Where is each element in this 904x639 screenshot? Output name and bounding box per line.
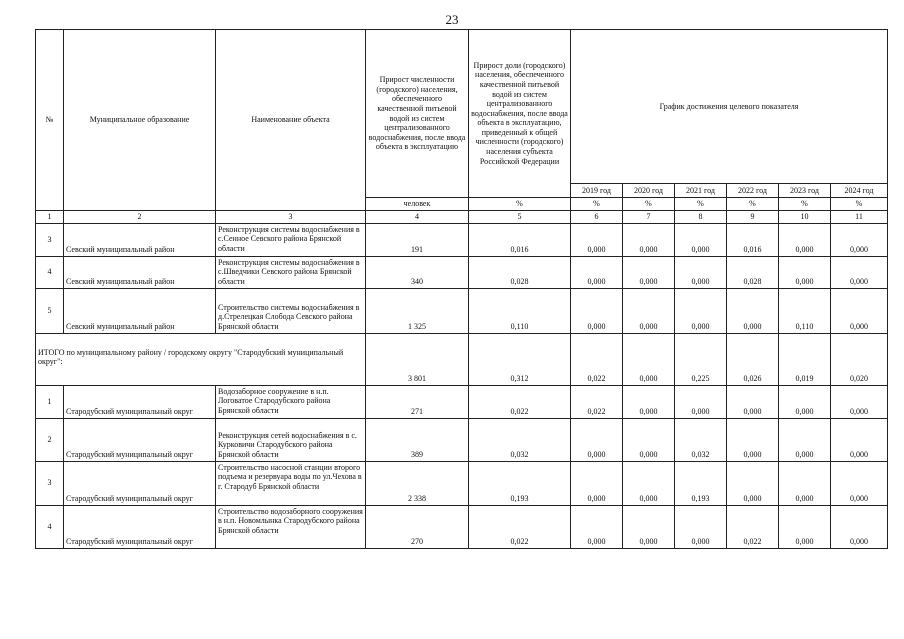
row-population: 271 bbox=[366, 385, 469, 418]
total-share: 0,312 bbox=[469, 333, 571, 385]
header-growth-population: Прирост численности (городского) населения, обеспеченного качественной питьевой водой из систем централизованного водоснабжения, после ввода объекта в эксплуатацию bbox=[366, 30, 469, 198]
column-number: 1 bbox=[36, 211, 64, 224]
table-row bbox=[36, 385, 888, 418]
row-object: Строительство системы водоснабжения в д.Стрелецкая Слобода Севского района Брянской области bbox=[216, 288, 366, 333]
header-no: № bbox=[36, 30, 64, 211]
row-population: 340 bbox=[366, 256, 469, 288]
column-number: 11 bbox=[831, 211, 888, 224]
row-year-value: 0,000 bbox=[779, 256, 831, 288]
row-year-value: 0,032 bbox=[675, 418, 727, 461]
header-year-2024: 2024 год bbox=[831, 184, 888, 198]
header-growth-share: Прирост доли (городского) населения, обеспеченного качественной питьевой водой из систем централизованного водоснабжения, после ввода объекта в эксплуатацию, приведенный к общей численности (городского) населения субъекта Российской Федерации bbox=[469, 30, 571, 198]
row-year-value: 0,000 bbox=[831, 418, 888, 461]
row-year-value: 0,000 bbox=[571, 461, 623, 505]
row-year-value: 0,000 bbox=[779, 418, 831, 461]
row-share: 0,110 bbox=[469, 288, 571, 333]
row-year-value: 0,000 bbox=[571, 505, 623, 548]
row-year-value: 0,000 bbox=[623, 505, 675, 548]
total-year-value: 0,019 bbox=[779, 333, 831, 385]
header-year-2019: 2019 год bbox=[571, 184, 623, 198]
row-population: 2 338 bbox=[366, 461, 469, 505]
row-year-value: 0,000 bbox=[831, 288, 888, 333]
row-year-value: 0,000 bbox=[571, 223, 623, 256]
table-row bbox=[36, 223, 888, 256]
row-share: 0,028 bbox=[469, 256, 571, 288]
row-year-value: 0,000 bbox=[675, 288, 727, 333]
row-year-value: 0,000 bbox=[675, 505, 727, 548]
row-share: 0,022 bbox=[469, 385, 571, 418]
row-year-value: 0,000 bbox=[831, 223, 888, 256]
row-year-value: 0,000 bbox=[623, 256, 675, 288]
column-number: 3 bbox=[216, 211, 366, 224]
row-year-value: 0,000 bbox=[675, 223, 727, 256]
row-year-value: 0,000 bbox=[831, 461, 888, 505]
row-share: 0,016 bbox=[469, 223, 571, 256]
row-number: 3 bbox=[36, 461, 64, 505]
row-year-value: 0,000 bbox=[779, 461, 831, 505]
row-number: 2 bbox=[36, 418, 64, 461]
total-year-value: 0,000 bbox=[623, 333, 675, 385]
row-year-value: 0,000 bbox=[623, 223, 675, 256]
row-number: 3 bbox=[36, 223, 64, 256]
header-municipality: Муниципальное образование bbox=[64, 30, 216, 211]
total-year-value: 0,020 bbox=[831, 333, 888, 385]
row-number: 4 bbox=[36, 505, 64, 548]
row-share: 0,193 bbox=[469, 461, 571, 505]
row-population: 389 bbox=[366, 418, 469, 461]
row-object: Строительство насосной станции второго подъема и резервуара воды по ул.Чехова в г. Стародуб Брянской области bbox=[216, 461, 366, 505]
row-year-value: 0,000 bbox=[623, 288, 675, 333]
row-number: 1 bbox=[36, 385, 64, 418]
column-number: 8 bbox=[675, 211, 727, 224]
row-municipality: Севский муниципальный район bbox=[64, 288, 216, 333]
row-population: 270 bbox=[366, 505, 469, 548]
row-year-value: 0,022 bbox=[571, 385, 623, 418]
row-year-value: 0,193 bbox=[675, 461, 727, 505]
total-year-value: 0,225 bbox=[675, 333, 727, 385]
header-year-2022: 2022 год bbox=[727, 184, 779, 198]
table-row bbox=[36, 505, 888, 548]
column-number: 2 bbox=[64, 211, 216, 224]
unit-percent: % bbox=[779, 198, 831, 211]
row-object: Строительство водозаборного сооружения в н.п. Новомлынка Стародубского района Брянской области bbox=[216, 505, 366, 548]
row-year-value: 0,000 bbox=[727, 418, 779, 461]
row-population: 191 bbox=[366, 223, 469, 256]
row-share: 0,022 bbox=[469, 505, 571, 548]
row-year-value: 0,000 bbox=[831, 505, 888, 548]
total-row bbox=[36, 333, 888, 385]
row-municipality: Севский муниципальный район bbox=[64, 223, 216, 256]
unit-percent: % bbox=[571, 198, 623, 211]
unit-percent: % bbox=[469, 198, 571, 211]
row-year-value: 0,016 bbox=[727, 223, 779, 256]
row-population: 1 325 bbox=[366, 288, 469, 333]
header-year-2023: 2023 год bbox=[779, 184, 831, 198]
row-year-value: 0,000 bbox=[727, 461, 779, 505]
column-number: 6 bbox=[571, 211, 623, 224]
header-year-2020: 2020 год bbox=[623, 184, 675, 198]
total-label: ИТОГО по муниципальному району / городскому округу "Стародубский муниципальный округ": bbox=[36, 333, 366, 385]
row-municipality: Стародубский муниципальный округ bbox=[64, 418, 216, 461]
unit-percent: % bbox=[727, 198, 779, 211]
row-year-value: 0,000 bbox=[571, 288, 623, 333]
row-year-value: 0,022 bbox=[727, 505, 779, 548]
row-number: 4 bbox=[36, 256, 64, 288]
table-row bbox=[36, 461, 888, 505]
row-object: Реконструкция системы водоснабжения в с.Шведчики Севского района Брянской области bbox=[216, 256, 366, 288]
row-year-value: 0,000 bbox=[623, 385, 675, 418]
unit-percent: % bbox=[623, 198, 675, 211]
row-year-value: 0,000 bbox=[571, 418, 623, 461]
row-year-value: 0,000 bbox=[779, 385, 831, 418]
page-number: 23 bbox=[445, 12, 459, 27]
row-year-value: 0,000 bbox=[675, 385, 727, 418]
header-schedule: График достижения целевого показателя bbox=[571, 30, 888, 184]
row-year-value: 0,000 bbox=[727, 385, 779, 418]
row-year-value: 0,110 bbox=[779, 288, 831, 333]
row-municipality: Стародубский муниципальный округ bbox=[64, 461, 216, 505]
row-year-value: 0,028 bbox=[727, 256, 779, 288]
row-object: Реконструкция системы водоснабжения в с.Сенное Севского района Брянской области bbox=[216, 223, 366, 256]
row-year-value: 0,000 bbox=[831, 385, 888, 418]
column-number: 9 bbox=[727, 211, 779, 224]
row-municipality: Стародубский муниципальный округ bbox=[64, 505, 216, 548]
row-municipality: Стародубский муниципальный округ bbox=[64, 385, 216, 418]
row-year-value: 0,000 bbox=[779, 505, 831, 548]
column-number: 4 bbox=[366, 211, 469, 224]
total-year-value: 0,026 bbox=[727, 333, 779, 385]
column-number: 7 bbox=[623, 211, 675, 224]
row-year-value: 0,000 bbox=[779, 223, 831, 256]
column-number: 10 bbox=[779, 211, 831, 224]
indicator-table bbox=[35, 29, 888, 549]
table-row bbox=[36, 256, 888, 288]
unit-people: человек bbox=[366, 198, 469, 211]
total-year-value: 0,022 bbox=[571, 333, 623, 385]
total-population: 3 801 bbox=[366, 333, 469, 385]
row-year-value: 0,000 bbox=[623, 461, 675, 505]
row-year-value: 0,000 bbox=[727, 288, 779, 333]
row-year-value: 0,000 bbox=[831, 256, 888, 288]
row-year-value: 0,000 bbox=[571, 256, 623, 288]
row-municipality: Севский муниципальный район bbox=[64, 256, 216, 288]
table-row bbox=[36, 418, 888, 461]
row-object: Реконструкция сетей водоснабжения в с. Курковичи Стародубского района Брянской области bbox=[216, 418, 366, 461]
column-number: 5 bbox=[469, 211, 571, 224]
table-row bbox=[36, 288, 888, 333]
unit-percent: % bbox=[831, 198, 888, 211]
row-year-value: 0,000 bbox=[623, 418, 675, 461]
row-year-value: 0,000 bbox=[675, 256, 727, 288]
row-share: 0,032 bbox=[469, 418, 571, 461]
row-object: Водозаборное сооружение в н.п. Логоватое Стародубского района Брянской области bbox=[216, 385, 366, 418]
header-object: Наименование объекта bbox=[216, 30, 366, 211]
row-number: 5 bbox=[36, 288, 64, 333]
header-year-2021: 2021 год bbox=[675, 184, 727, 198]
unit-percent: % bbox=[675, 198, 727, 211]
